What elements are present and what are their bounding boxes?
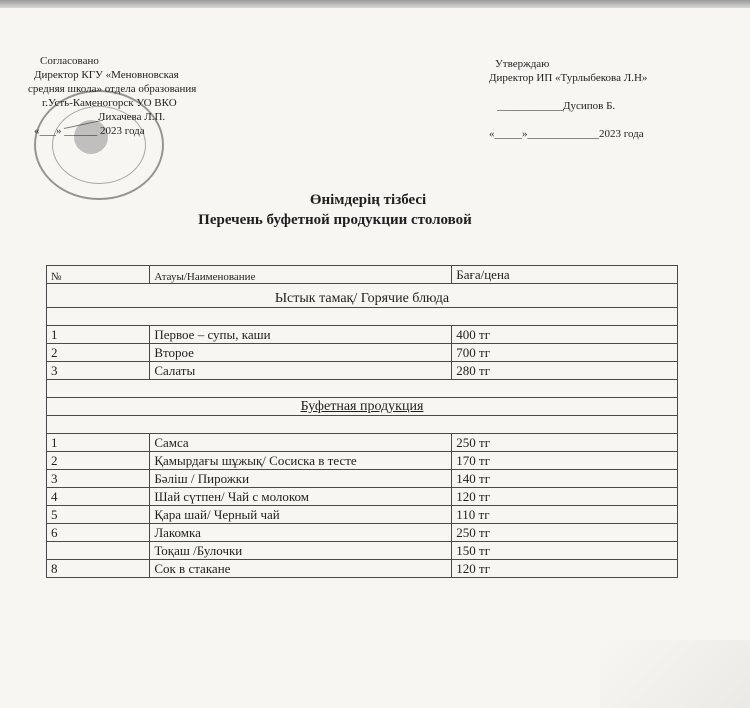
approval-left-block [28,54,196,138]
row-price: 700 тг [452,344,678,362]
row-price: 250 тг [452,434,678,452]
table-row [47,362,678,380]
row-num: 6 [47,524,150,542]
row-name: Қамырдағы шұжық/ Сосиска в тесте [150,452,452,470]
row-name: Второе [150,344,452,362]
table-row [47,434,678,452]
row-num: 8 [47,560,150,578]
agreed-school: средняя школа» отдела образования [28,83,197,95]
spacer-row [47,416,678,434]
title-kazakh: Өнімдерің тізбесі [309,192,427,208]
table-row [47,506,678,524]
table-row [47,542,678,560]
scan-edge [0,0,750,8]
table-row [47,524,678,542]
section-hot-row [47,284,678,308]
row-name: Бәліш / Пирожки [150,470,452,488]
approve-label: Утверждаю [495,58,550,70]
menu-table [46,265,678,578]
row-price: 120 тг [452,560,678,578]
approve-director: Директор ИП «Турлыбекова Л.Н» [489,72,648,84]
row-num: 2 [47,452,150,470]
row-num: 1 [47,434,150,452]
table-row [47,326,678,344]
table-row [47,560,678,578]
row-name: Лакомка [150,524,452,542]
row-price: 140 тг [452,470,678,488]
row-num: 3 [47,470,150,488]
agreed-date: «___» ______ 2023 года [34,125,145,137]
row-name: Первое – супы, каши [150,326,452,344]
section-buffet-title: Буфетная продукция [47,398,678,416]
header-price: Бағa/цена [452,266,678,284]
approve-signatory: ____________Дусипов Б. [497,100,616,112]
row-name: Тоқаш /Булочки [150,542,452,560]
row-num: 5 [47,506,150,524]
scan-shadow [600,640,750,708]
table-row [47,344,678,362]
approval-right-block [489,57,647,141]
section-buffet-row [47,398,678,416]
agreed-label: Согласовано [40,55,99,67]
row-price: 250 тг [452,524,678,542]
title-russian: Перечень буфетной продукции столовой [198,212,472,228]
approve-date: «_____»_____________2023 года [489,128,644,140]
row-num: 2 [47,344,150,362]
spacer-row [47,308,678,326]
row-price: 280 тг [452,362,678,380]
row-price: 150 тг [452,542,678,560]
header-num: № [47,266,150,284]
row-num: 3 [47,362,150,380]
row-name: Самса [150,434,452,452]
row-price: 170 тг [452,452,678,470]
header-name: Атауы/Наименование [150,266,452,284]
agreed-director: Директор КГУ «Меновновская [34,69,179,81]
row-num: 4 [47,488,150,506]
row-name: Қара шай/ Черный чай [150,506,452,524]
row-num: 1 [47,326,150,344]
table-header-row [47,266,678,284]
row-price: 110 тг [452,506,678,524]
gap-row [47,380,678,398]
row-name: Шай сүтпен/ Чай с молоком [150,488,452,506]
row-num [47,542,150,560]
row-price: 120 тг [452,488,678,506]
table-row [47,488,678,506]
table-row [47,470,678,488]
agreed-city: г.Усть-Каменогорск УО ВКО [42,97,177,109]
document-titles [0,190,750,230]
row-price: 400 тг [452,326,678,344]
section-hot-title: Ыстык тамақ/ Горячие блюда [47,284,678,308]
table-row [47,452,678,470]
row-name: Салаты [150,362,452,380]
row-name: Сок в стакане [150,560,452,578]
agreed-signatory: Лихачева Л.П. [98,111,166,123]
